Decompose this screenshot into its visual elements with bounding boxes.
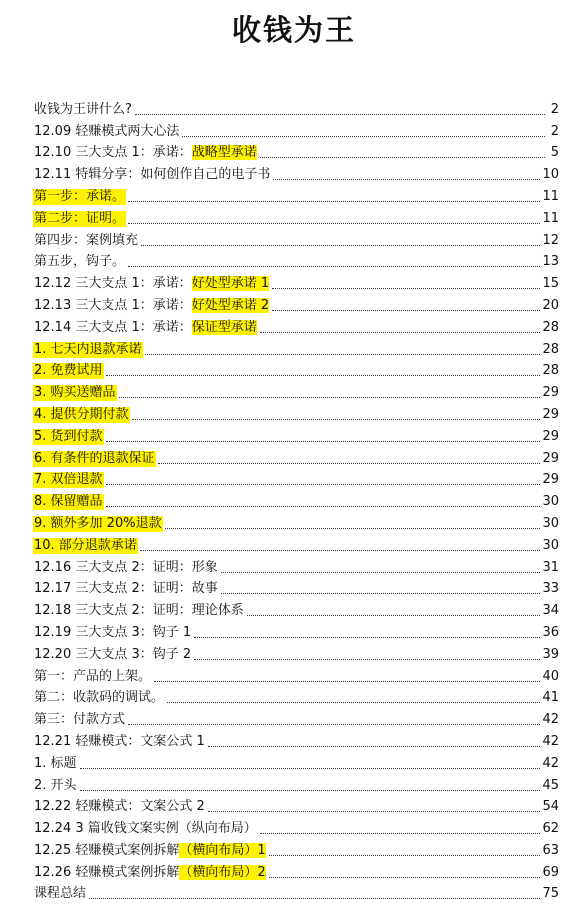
toc-entry-title: 2. 开头 <box>34 777 77 793</box>
toc-dot-leader <box>106 506 541 507</box>
toc-entry-page-number: 10 <box>542 167 559 183</box>
toc-entry <box>33 379 559 401</box>
toc-entry-title <box>33 843 267 859</box>
toc-entry-title: 1. 标题 <box>34 755 77 771</box>
toc-dot-leader <box>106 375 541 376</box>
toc-entry-title: 10. 部分退款承诺 <box>34 537 137 553</box>
toc-dot-leader <box>89 898 540 899</box>
toc-entry-title <box>33 865 267 881</box>
toc-entry-page-number: 5 <box>550 145 559 161</box>
toc-entry-title: 5. 货到付款 <box>34 428 103 444</box>
toc-entry-title-highlight: （横向布局）1 <box>179 842 266 858</box>
toc-entry-page-number: 11 <box>542 210 559 226</box>
toc-entry-page-number: 63 <box>542 842 559 858</box>
toc-entry-title: 12.18 三大支点 2：证明：理论体系 <box>34 603 244 619</box>
toc-entry-title: 6. 有条件的退款保证 <box>34 450 155 466</box>
toc-dot-leader <box>260 332 541 333</box>
toc-dot-leader <box>247 615 541 616</box>
toc-entry <box>33 641 559 663</box>
toc-entry-page-number: 69 <box>542 864 559 880</box>
toc-entry <box>33 292 559 314</box>
toc-entry <box>33 227 559 249</box>
toc-entry <box>33 358 559 380</box>
toc-entry-title: 第一步：承诺。 <box>34 188 126 204</box>
toc-entry-page-number: 30 <box>542 494 559 510</box>
toc-entry <box>33 249 559 271</box>
toc-entry-title: 收钱为王讲什么? <box>34 101 132 117</box>
toc-entry <box>33 706 559 728</box>
toc-entry-title <box>33 298 270 314</box>
toc-dot-leader <box>260 833 541 834</box>
toc-entry <box>33 270 559 292</box>
toc-entry-page-number: 30 <box>542 537 559 553</box>
toc-dot-leader <box>182 136 545 137</box>
toc-entry <box>33 467 559 489</box>
toc-entry <box>33 161 559 183</box>
toc-entry-title: 12.19 三大支点 3：钩子 1 <box>34 624 192 640</box>
toc-dot-leader <box>194 659 540 660</box>
toc-entry-page-number: 29 <box>542 385 559 401</box>
toc-entry <box>33 205 559 227</box>
toc-entry-title: 第四步：案例填充 <box>34 232 139 248</box>
toc-entry-title: 1. 七天内退款承诺 <box>34 341 142 357</box>
toc-dot-leader <box>128 724 540 725</box>
toc-entry-page-number: 34 <box>542 603 559 619</box>
toc-entry-title <box>33 320 258 336</box>
toc-entry-page-number: 2 <box>550 123 559 139</box>
toc-dot-leader <box>128 201 540 202</box>
toc-entry-page-number: 54 <box>542 799 559 815</box>
toc-dot-leader <box>140 550 541 551</box>
toc-dot-leader <box>269 855 541 856</box>
toc-dot-leader <box>106 484 541 485</box>
toc-dot-leader <box>273 179 540 180</box>
toc-dot-leader <box>208 811 541 812</box>
toc-entry-title: 12.09 轻赚模式两大心法 <box>34 123 180 139</box>
toc-entry-title <box>33 145 258 161</box>
toc-entry <box>33 401 559 423</box>
toc-entry-title-plain: 12.26 轻赚模式案例拆解 <box>34 864 180 880</box>
toc-entry-title-highlight: 保证型承诺 <box>191 319 257 335</box>
toc-entry-title: 9. 额外多加 20%退款 <box>34 515 162 531</box>
toc-entry-title: 第二：收款码的调试。 <box>34 690 165 706</box>
toc-dot-leader <box>194 637 540 638</box>
toc-entry-title <box>33 276 270 292</box>
toc-entry-page-number: 31 <box>542 559 559 575</box>
toc-entry-page-number: 41 <box>542 690 559 706</box>
toc-dot-leader <box>128 266 540 267</box>
table-of-contents <box>33 96 559 902</box>
toc-entry-title: 课程总结 <box>34 886 87 902</box>
toc-dot-leader <box>165 528 541 529</box>
toc-dot-leader <box>141 245 540 246</box>
toc-entry-page-number: 28 <box>542 319 559 335</box>
toc-entry <box>33 118 559 140</box>
toc-entry <box>33 314 559 336</box>
toc-entry-page-number: 15 <box>542 276 559 292</box>
toc-entry-page-number: 29 <box>542 428 559 444</box>
toc-entry-title: 第一：产品的上架。 <box>34 668 152 684</box>
toc-entry <box>33 859 559 881</box>
toc-dot-leader <box>154 681 540 682</box>
toc-dot-leader <box>80 790 541 791</box>
toc-entry-title-plain: 12.12 三大支点 1：承诺： <box>34 276 192 292</box>
toc-entry-title: 第三：付款方式 <box>34 712 126 728</box>
toc-dot-leader <box>272 310 540 311</box>
toc-entry-page-number: 36 <box>542 624 559 640</box>
toc-entry-title: 第五步，钩子。 <box>34 254 126 270</box>
toc-entry-title: 第二步：证明。 <box>34 210 126 226</box>
toc-entry <box>33 96 559 118</box>
toc-entry-page-number: 42 <box>542 733 559 749</box>
toc-entry <box>33 423 559 445</box>
toc-entry <box>33 576 559 598</box>
toc-entry-page-number: 29 <box>542 472 559 488</box>
toc-entry-title: 12.20 三大支点 3：钩子 2 <box>34 646 192 662</box>
toc-dot-leader <box>128 223 540 224</box>
toc-entry-title-plain: 12.25 轻赚模式案例拆解 <box>34 842 180 858</box>
toc-entry-title: 12.21 轻赚模式：文案公式 1 <box>34 733 205 749</box>
toc-entry-title: 12.16 三大支点 2：证明：形象 <box>34 559 218 575</box>
toc-entry-title-highlight: （横向布局）2 <box>179 864 266 880</box>
toc-entry <box>33 532 559 554</box>
document-title: 收钱为王 <box>231 13 356 47</box>
toc-entry <box>33 183 559 205</box>
toc-entry-page-number: 42 <box>542 755 559 771</box>
toc-dot-leader <box>221 593 541 594</box>
toc-dot-leader <box>260 157 545 158</box>
toc-entry-title: 4. 提供分期付款 <box>34 406 129 422</box>
toc-entry <box>33 445 559 467</box>
toc-entry <box>33 554 559 576</box>
toc-entry-title-highlight: 好处型承诺 2 <box>191 297 270 313</box>
toc-entry-page-number: 13 <box>542 254 559 270</box>
toc-dot-leader <box>106 441 541 442</box>
toc-entry-page-number: 28 <box>542 341 559 357</box>
toc-dot-leader <box>119 397 541 398</box>
toc-entry-page-number: 62 <box>542 821 559 837</box>
toc-dot-leader <box>221 572 541 573</box>
toc-dot-leader <box>272 288 540 289</box>
toc-entry-page-number: 20 <box>542 297 559 313</box>
toc-entry-title-plain: 12.14 三大支点 1：承诺： <box>34 319 192 335</box>
toc-entry-page-number: 75 <box>542 886 559 902</box>
toc-entry-page-number: 30 <box>542 515 559 531</box>
toc-entry-title-plain: 12.13 三大支点 1：承诺： <box>34 297 192 313</box>
toc-entry-title: 12.22 轻赚模式：文案公式 2 <box>34 799 205 815</box>
toc-entry <box>33 837 559 859</box>
toc-entry <box>33 510 559 532</box>
toc-entry <box>33 597 559 619</box>
toc-entry <box>33 772 559 794</box>
toc-dot-leader <box>135 114 545 115</box>
toc-dot-leader <box>145 354 541 355</box>
toc-dot-leader <box>208 746 541 747</box>
toc-entry-title-highlight: 好处型承诺 1 <box>191 276 270 292</box>
toc-entry <box>33 619 559 641</box>
toc-entry-page-number: 11 <box>542 188 559 204</box>
toc-entry <box>33 663 559 685</box>
toc-dot-leader <box>80 768 541 769</box>
toc-entry-title: 3. 购买送赠品 <box>34 385 116 401</box>
toc-dot-leader <box>167 702 540 703</box>
toc-entry <box>33 685 559 707</box>
toc-entry <box>33 794 559 816</box>
toc-entry-page-number: 42 <box>542 712 559 728</box>
toc-entry <box>33 140 559 162</box>
toc-entry-title-highlight: 战略型承诺 <box>191 145 257 161</box>
toc-entry <box>33 750 559 772</box>
toc-entry-title-plain: 12.10 三大支点 1：承诺： <box>34 145 192 161</box>
toc-dot-leader <box>269 877 541 878</box>
toc-entry <box>33 336 559 358</box>
toc-entry-page-number: 12 <box>542 232 559 248</box>
toc-entry <box>33 488 559 510</box>
toc-entry-title: 8. 保留赠品 <box>34 494 103 510</box>
toc-entry-title: 12.17 三大支点 2：证明：故事 <box>34 581 218 597</box>
toc-entry <box>33 728 559 750</box>
toc-entry-page-number: 29 <box>542 450 559 466</box>
toc-entry-title: 7. 双倍退款 <box>34 472 103 488</box>
toc-entry-page-number: 28 <box>542 363 559 379</box>
toc-entry-page-number: 40 <box>542 668 559 684</box>
toc-entry-title: 2. 免费试用 <box>34 363 103 379</box>
toc-entry-page-number: 29 <box>542 406 559 422</box>
toc-entry-page-number: 39 <box>542 646 559 662</box>
toc-entry <box>33 815 559 837</box>
toc-entry-page-number: 33 <box>542 581 559 597</box>
toc-dot-leader <box>132 419 541 420</box>
toc-entry-page-number: 45 <box>542 777 559 793</box>
toc-entry <box>33 881 559 903</box>
toc-entry-page-number: 2 <box>550 101 559 117</box>
toc-entry-title: 12.24 3 篇收钱文案实例（纵向布局） <box>34 821 257 837</box>
toc-dot-leader <box>158 463 541 464</box>
toc-entry-title: 12.11 特辑分享：如何创作自己的电子书 <box>34 167 271 183</box>
